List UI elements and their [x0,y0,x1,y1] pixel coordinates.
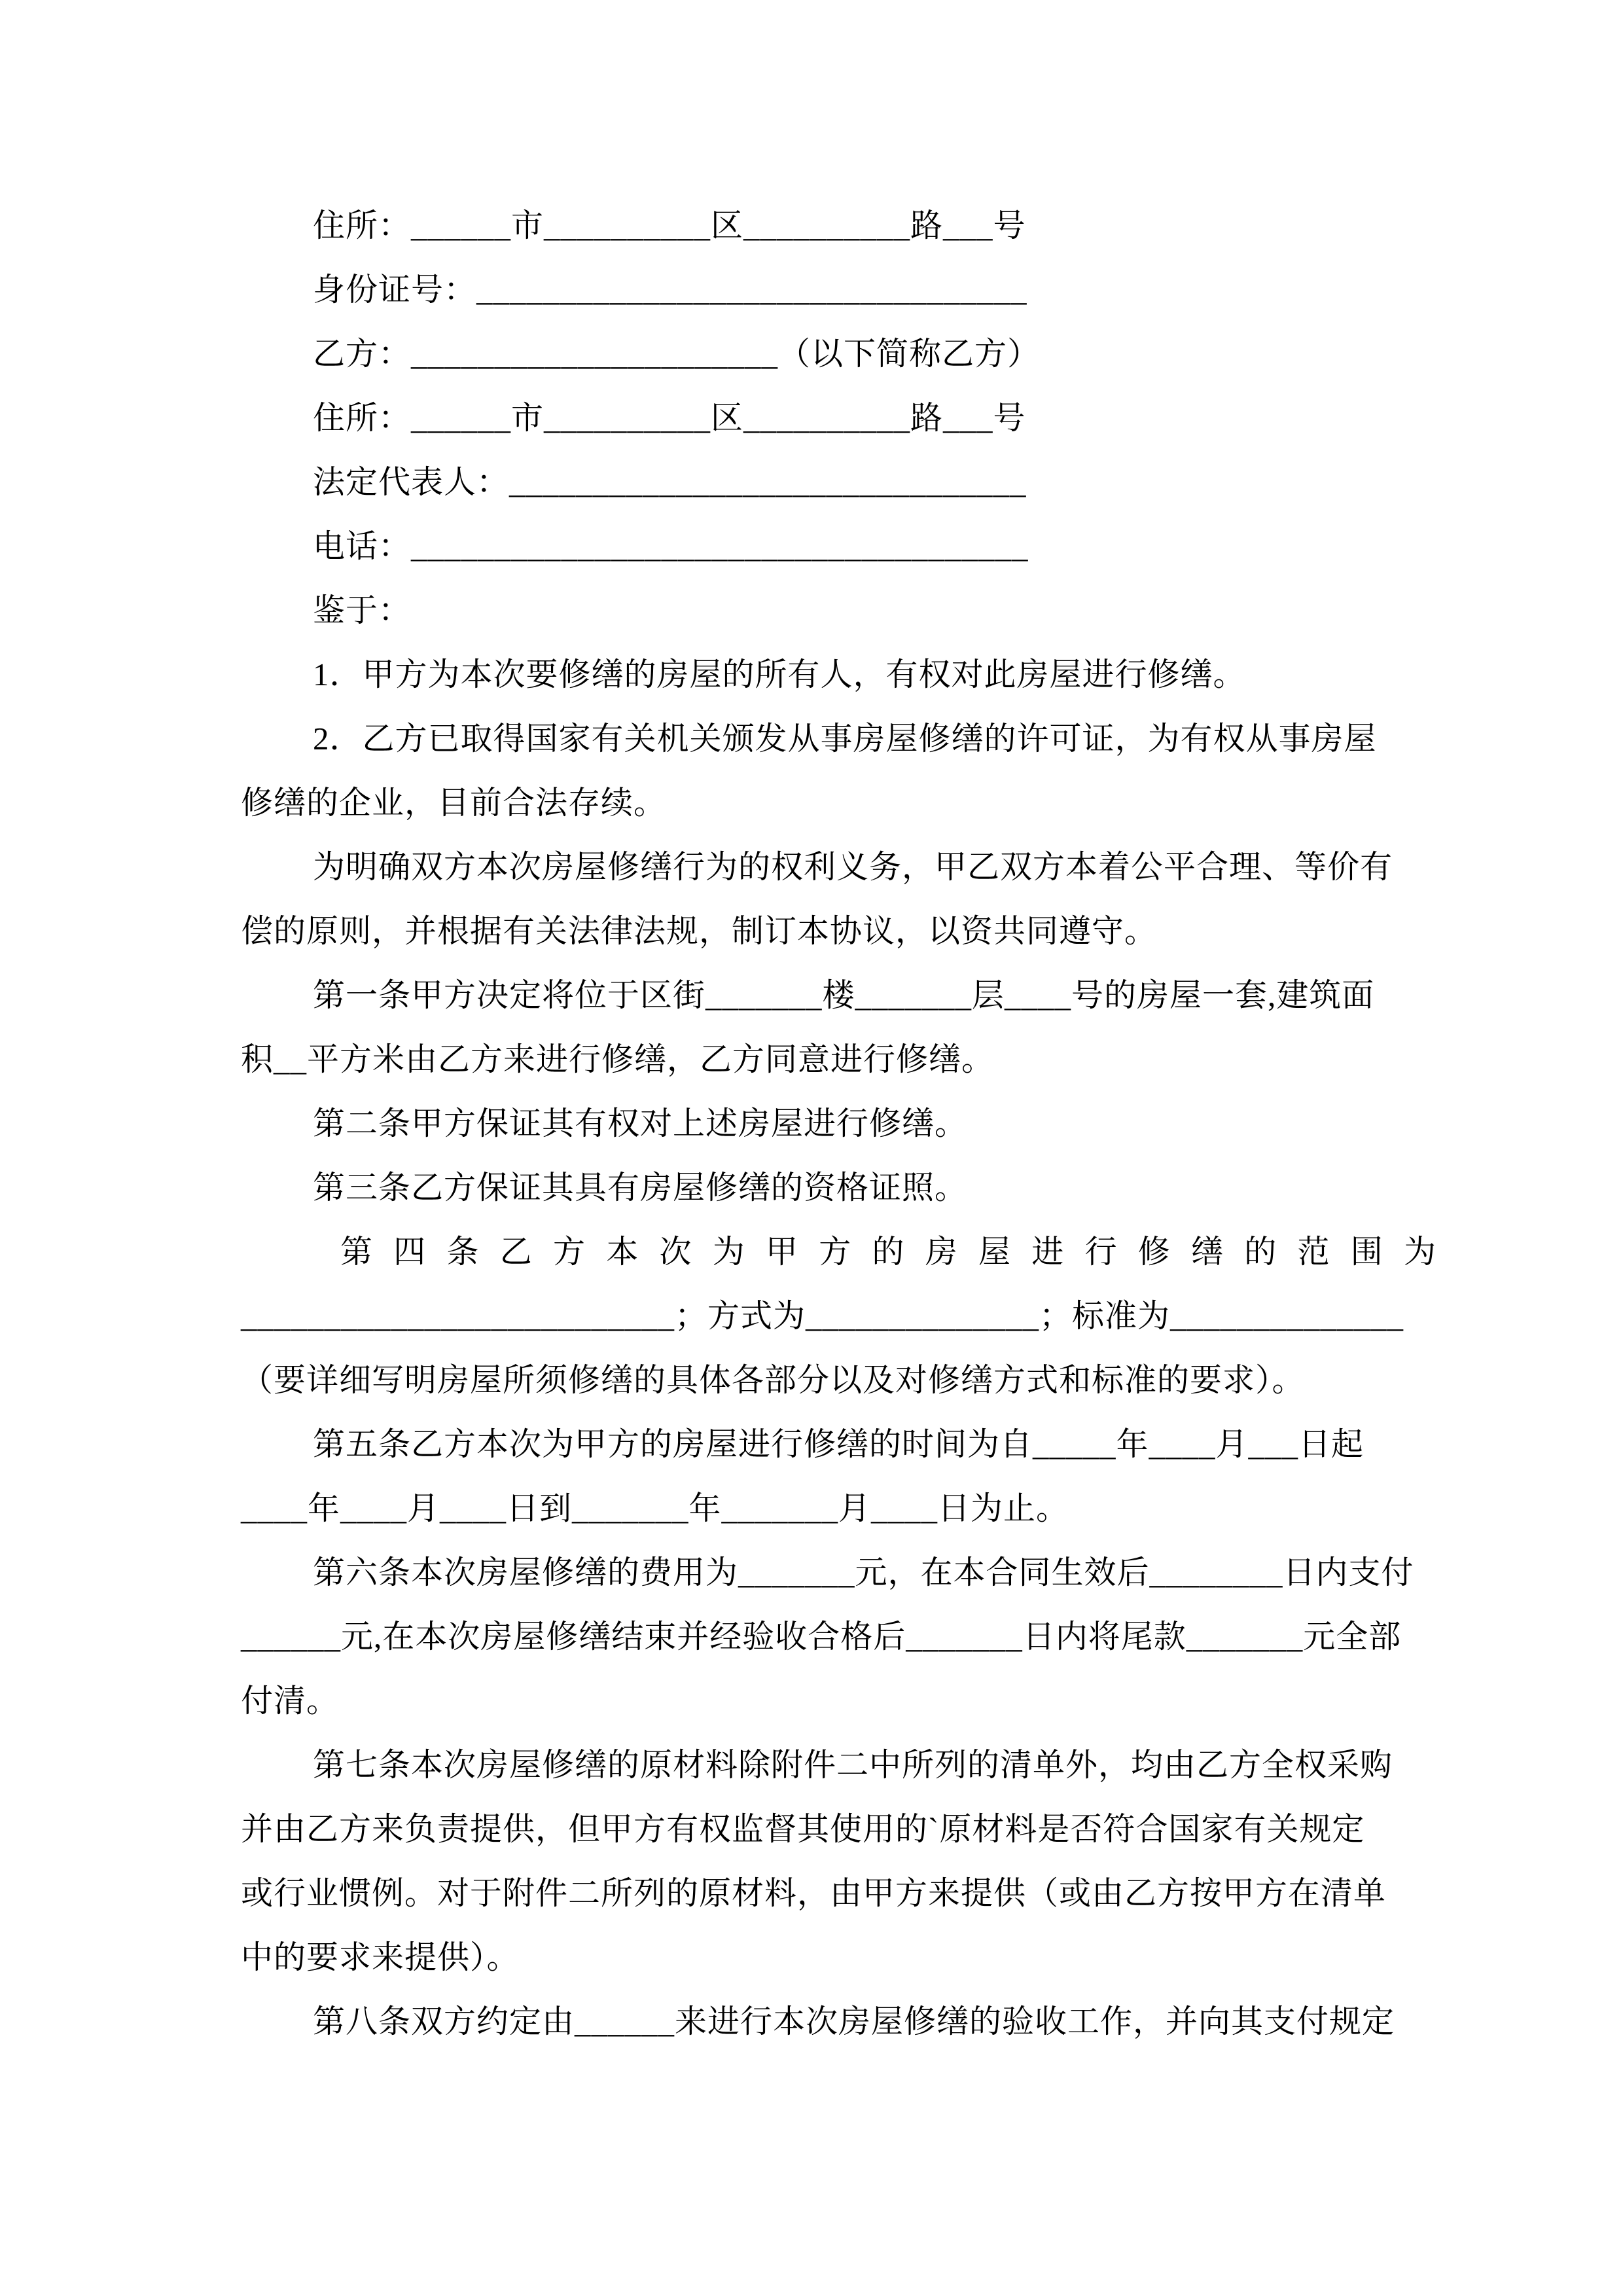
document-line-2: 身份证号：_________________________________ [313,272,1027,308]
document-content [241,194,1437,2054]
document-line-12: 偿的原则，并根据有关法律法规，制订本协议，以资共同遵守。 [241,913,1158,949]
document-line-10: 修缮的企业，目前合法存续。 [241,785,667,821]
document-line-8: 1．甲方为本次要修缮的房屋的所有人，有权对此房屋进行修缮。 [313,656,1246,692]
document-line-25: 第七条本次房屋修缮的原材料除附件二中所列的清单外，均由乙方全权采购 [313,1747,1393,1783]
document-line-22: 第六条本次房屋修缮的费用为_______元，在本合同生效后________日内支付 [313,1554,1414,1590]
document-line-21: ____年____月____日到_______年_______月____日为止。 [241,1490,1069,1526]
document-line-9: 2．乙方已取得国家有关机关颁发从事房屋修缮的许可证，为有权从事房屋 [313,721,1377,757]
document-line-20: 第五条乙方本次为甲方的房屋进行修缮的时间为自_____年____月___日起 [313,1426,1364,1462]
document-line-29: 第八条双方约定由______来进行本次房屋修缮的验收工作，并向其支付规定 [313,2003,1395,2039]
document-line-11: 为明确双方本次房屋修缮行为的权利义务，甲乙双方本着公平合理、等价有 [313,849,1393,885]
document-line-7: 鉴于： [313,592,412,628]
document-line-18: __________________________；方式为______________；标准为______________ [241,1298,1404,1334]
document-line-6: 电话：_____________________________________ [313,528,1029,564]
document-line-5: 法定代表人：_______________________________ [313,464,1027,500]
document-line-27: 或行业惯例。对于附件二所列的原材料，由甲方来提供（或由乙方按甲方在清单 [241,1875,1387,1911]
document-line-13: 第一条甲方决定将位于区街_______楼_______层____号的房屋一套,建筑面 [313,977,1375,1013]
document-line-24: 付清。 [241,1683,340,1719]
document-line-14: 积__平方米由乙方来进行修缮，乙方同意进行修缮。 [241,1041,995,1077]
document-line-26: 并由乙方来负责提供，但甲方有权监督其使用的`原材料是否符合国家有关规定 [241,1811,1365,1847]
document-line-1: 住所：______市__________区__________路___号 [313,207,1026,243]
document-line-4: 住所：______市__________区__________路___号 [313,400,1026,436]
document-line-3: 乙方：______________________（以下简称乙方） [313,336,1041,372]
document-line-17: 第 四 条 乙 方 本 次 为 甲 方 的 房 屋 进 行 修 缮 的 范 围 为 [340,1234,1437,1270]
document-line-19: （要详细写明房屋所须修缮的具体各部分以及对修缮方式和标准的要求）。 [241,1362,1305,1398]
document-line-16: 第三条乙方保证其具有房屋修缮的资格证照。 [313,1170,968,1206]
document-line-23: ______元,在本次房屋修缮结束并经验收合格后_______日内将尾款_______元全部 [241,1619,1402,1655]
document-line-28: 中的要求来提供）。 [241,1939,520,1975]
document-line-15: 第二条甲方保证其有权对上述房屋进行修缮。 [313,1105,968,1141]
